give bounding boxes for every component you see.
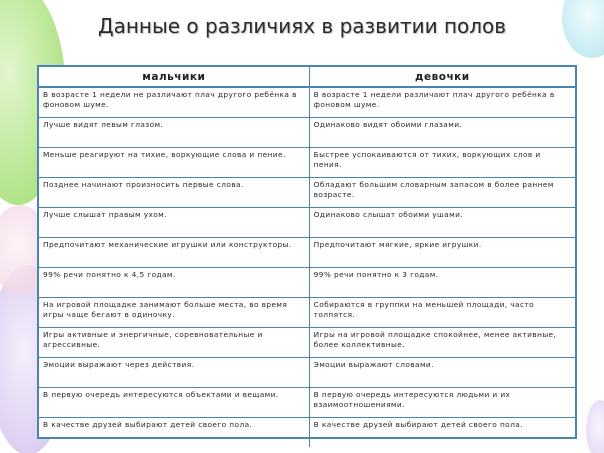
cell-boys: Лучше видят левым глазом. [39, 118, 309, 148]
table-row [39, 238, 575, 268]
cell-girls: Одинаково видят обоими глазами. [309, 118, 575, 148]
cell-boys: На игровой площадке занимают больше места, во время игры чаще бегают в одиночку. [39, 298, 309, 328]
cell-girls: Одинаково слышат обоими ушами. [309, 208, 575, 238]
cell-girls: Собираются в группки на меньшей площади, часто толпятся. [309, 298, 575, 328]
table-row [39, 268, 575, 298]
table-row [39, 118, 575, 148]
cell-girls: Обладают большим словарным запасом в более раннем возрасте. [309, 178, 575, 208]
table-row [39, 418, 575, 448]
cell-boys: Лучше слышат правым ухом. [39, 208, 309, 238]
cell-boys: Игры активные и энергичные, соревновательные и агрессивные. [39, 328, 309, 358]
cell-boys: В возрасте 1 недели не различают плач другого ребёнка в фоновом шуме. [39, 87, 309, 118]
cell-girls: В первую очередь интересуются людьми и их взаимоотношениями. [309, 388, 575, 418]
cell-girls: Быстрее успокаиваются от тихих, воркующих слов и пения. [309, 148, 575, 178]
cell-girls: Предпочитают мягкие, яркие игрушки. [309, 238, 575, 268]
header-boys: мальчики [39, 67, 309, 87]
cell-girls: 99% речи понятно к 3 годам. [309, 268, 575, 298]
page-title: Данные о различиях в развитии полов [97, 14, 507, 38]
cell-girls: Игры на игровой площадке спокойнее, менее активные, более коллективные. [309, 328, 575, 358]
cell-boys: Меньше реагируют на тихие, воркующие слова и пение. [39, 148, 309, 178]
cell-girls: В возрасте 1 недели различают плач другого ребёнка в фоновом шуме. [309, 87, 575, 118]
cell-boys: В первую очередь интересуются объектами и вещами. [39, 388, 309, 418]
cell-boys: Эмоции выражают через действия. [39, 358, 309, 388]
table-row [39, 358, 575, 388]
cell-boys: В качестве друзей выбирают детей своего пола. [39, 418, 309, 448]
table-row [39, 388, 575, 418]
cell-girls: Эмоции выражают словами. [309, 358, 575, 388]
cell-boys: Позднее начинают произносить первые слова. [39, 178, 309, 208]
table-row [39, 87, 575, 118]
header-girls: девочки [309, 67, 575, 87]
table-row [39, 328, 575, 358]
table-row [39, 148, 575, 178]
comparison-table [37, 65, 577, 439]
cell-girls: В качестве друзей выбирают детей своего пола. [309, 418, 575, 448]
table-row [39, 208, 575, 238]
balloon-lilac-right [586, 400, 604, 453]
table-row [39, 178, 575, 208]
cell-boys: Предпочитают механические игрушки или конструкторы. [39, 238, 309, 268]
table-row [39, 298, 575, 328]
cell-boys: 99% речи понятно к 4,5 годам. [39, 268, 309, 298]
